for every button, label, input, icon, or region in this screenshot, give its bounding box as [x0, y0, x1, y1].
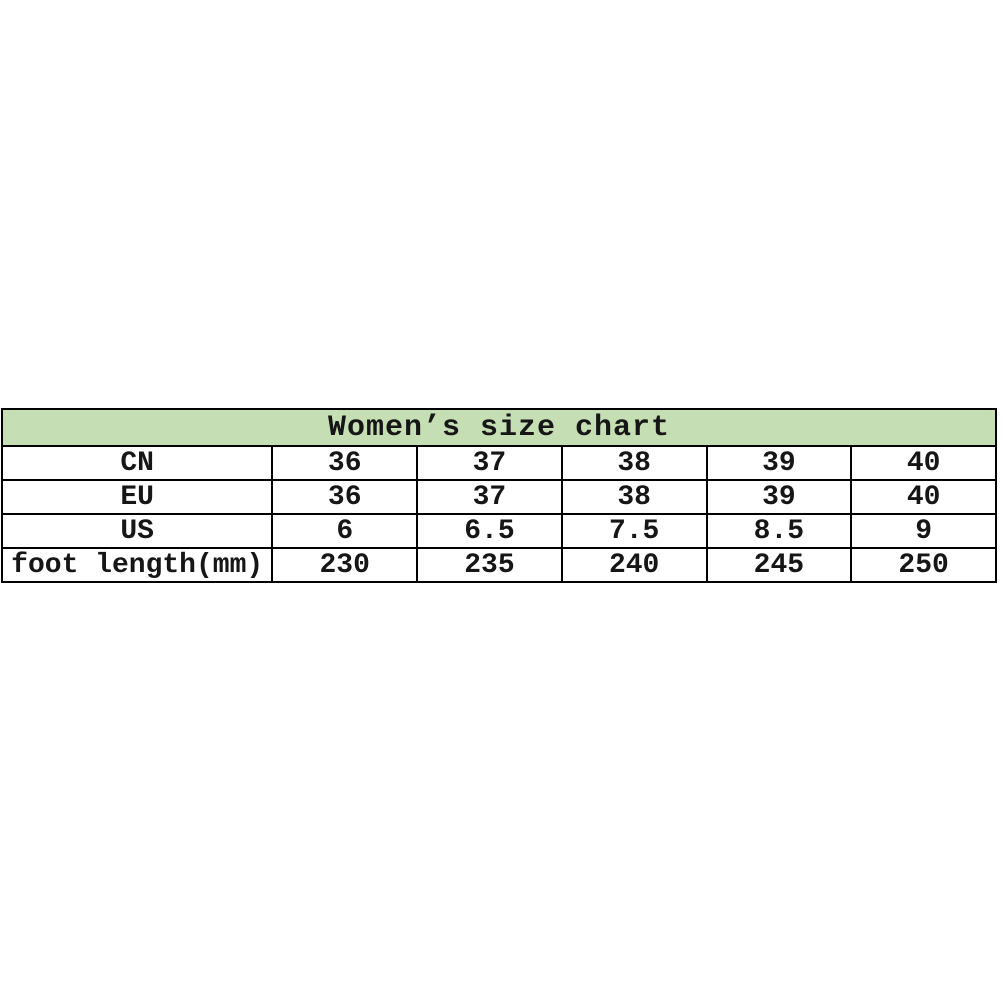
- cell-value: 240: [562, 548, 707, 582]
- cell-value: 6: [272, 514, 417, 548]
- cell-value: 9: [851, 514, 996, 548]
- cell-value: 6.5: [417, 514, 562, 548]
- size-chart-container: [1, 408, 997, 583]
- table-row: [2, 480, 996, 514]
- table-title: Women’s size chart: [2, 409, 996, 446]
- cell-value: 40: [851, 446, 996, 480]
- table-row: [2, 548, 996, 582]
- cell-value: 250: [851, 548, 996, 582]
- cell-value: 40: [851, 480, 996, 514]
- cell-value: 37: [417, 446, 562, 480]
- table-header-row: [2, 409, 996, 446]
- cell-value: 38: [562, 446, 707, 480]
- cell-value: 39: [707, 446, 852, 480]
- row-label-cn: CN: [2, 446, 272, 480]
- cell-value: 230: [272, 548, 417, 582]
- size-chart-table: [1, 408, 997, 583]
- row-label-foot-length: foot length(mm): [2, 548, 272, 582]
- table-row: [2, 514, 996, 548]
- cell-value: 8.5: [707, 514, 852, 548]
- row-label-us: US: [2, 514, 272, 548]
- cell-value: 36: [272, 480, 417, 514]
- cell-value: 235: [417, 548, 562, 582]
- cell-value: 37: [417, 480, 562, 514]
- cell-value: 38: [562, 480, 707, 514]
- row-label-eu: EU: [2, 480, 272, 514]
- cell-value: 7.5: [562, 514, 707, 548]
- cell-value: 245: [707, 548, 852, 582]
- table-row: [2, 446, 996, 480]
- cell-value: 36: [272, 446, 417, 480]
- cell-value: 39: [707, 480, 852, 514]
